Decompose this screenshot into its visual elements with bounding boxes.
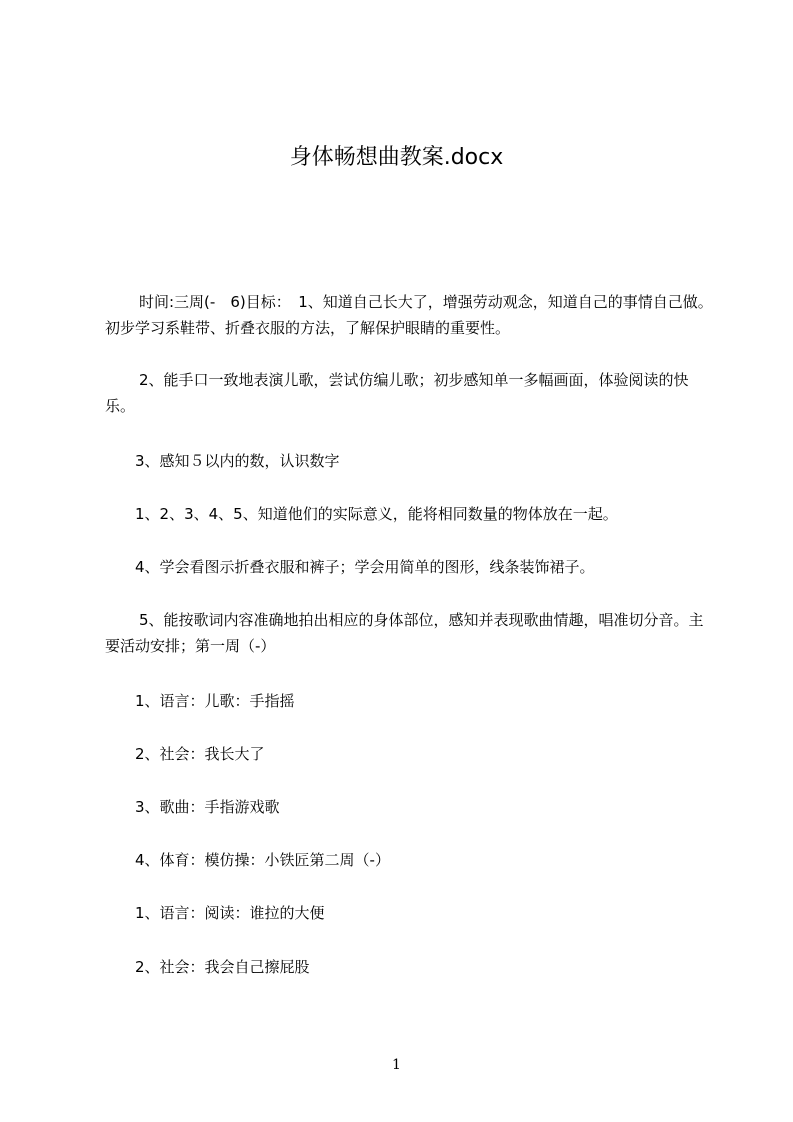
document-title: 身体畅想曲教案.docx xyxy=(289,145,504,170)
paragraph-9: 3、歌曲：手指游戏歌 xyxy=(135,798,280,816)
paragraph-2: 2、能手口一致地表演儿歌，尝试仿编儿歌；初步感知单一多幅画面，体验阅读的快乐。 xyxy=(105,371,689,415)
paragraph-6: 5、能按歌词内容准确地拍出相应的身体部位，感知并表现歌曲情趣，唱准切分音。主要活动安排；第一周（-） xyxy=(105,611,704,655)
paragraph-4: 1、2、3、4、5、知道他们的实际意义，能将相同数量的物体放在一起。 xyxy=(135,505,618,523)
page-number: 1 xyxy=(392,1057,401,1073)
paragraph-10: 4、体育：模仿操：小铁匠第二周（-） xyxy=(135,851,390,869)
paragraph-11: 1、语言：阅读：谁拉的大便 xyxy=(135,904,325,922)
paragraph-3: 3、感知５以内的数，认识数字 xyxy=(135,452,340,470)
paragraph-8: 2、社会：我长大了 xyxy=(135,745,265,763)
paragraph-12: 2、社会：我会自己擦屁股 xyxy=(135,958,310,976)
paragraph-7: 1、语言：儿歌：手指摇 xyxy=(135,692,295,710)
paragraph-1: 时间:三周(- 6)目标： 1、知道自己长大了，增强劳动观念，知道自己的事情自己做。初步学习系鞋带、折叠衣服的方法，了解保护眼睛的重要性。 xyxy=(105,293,713,337)
paragraph-5: 4、学会看图示折叠衣服和裤子；学会用简单的图形，线条装饰裙子。 xyxy=(135,558,595,576)
